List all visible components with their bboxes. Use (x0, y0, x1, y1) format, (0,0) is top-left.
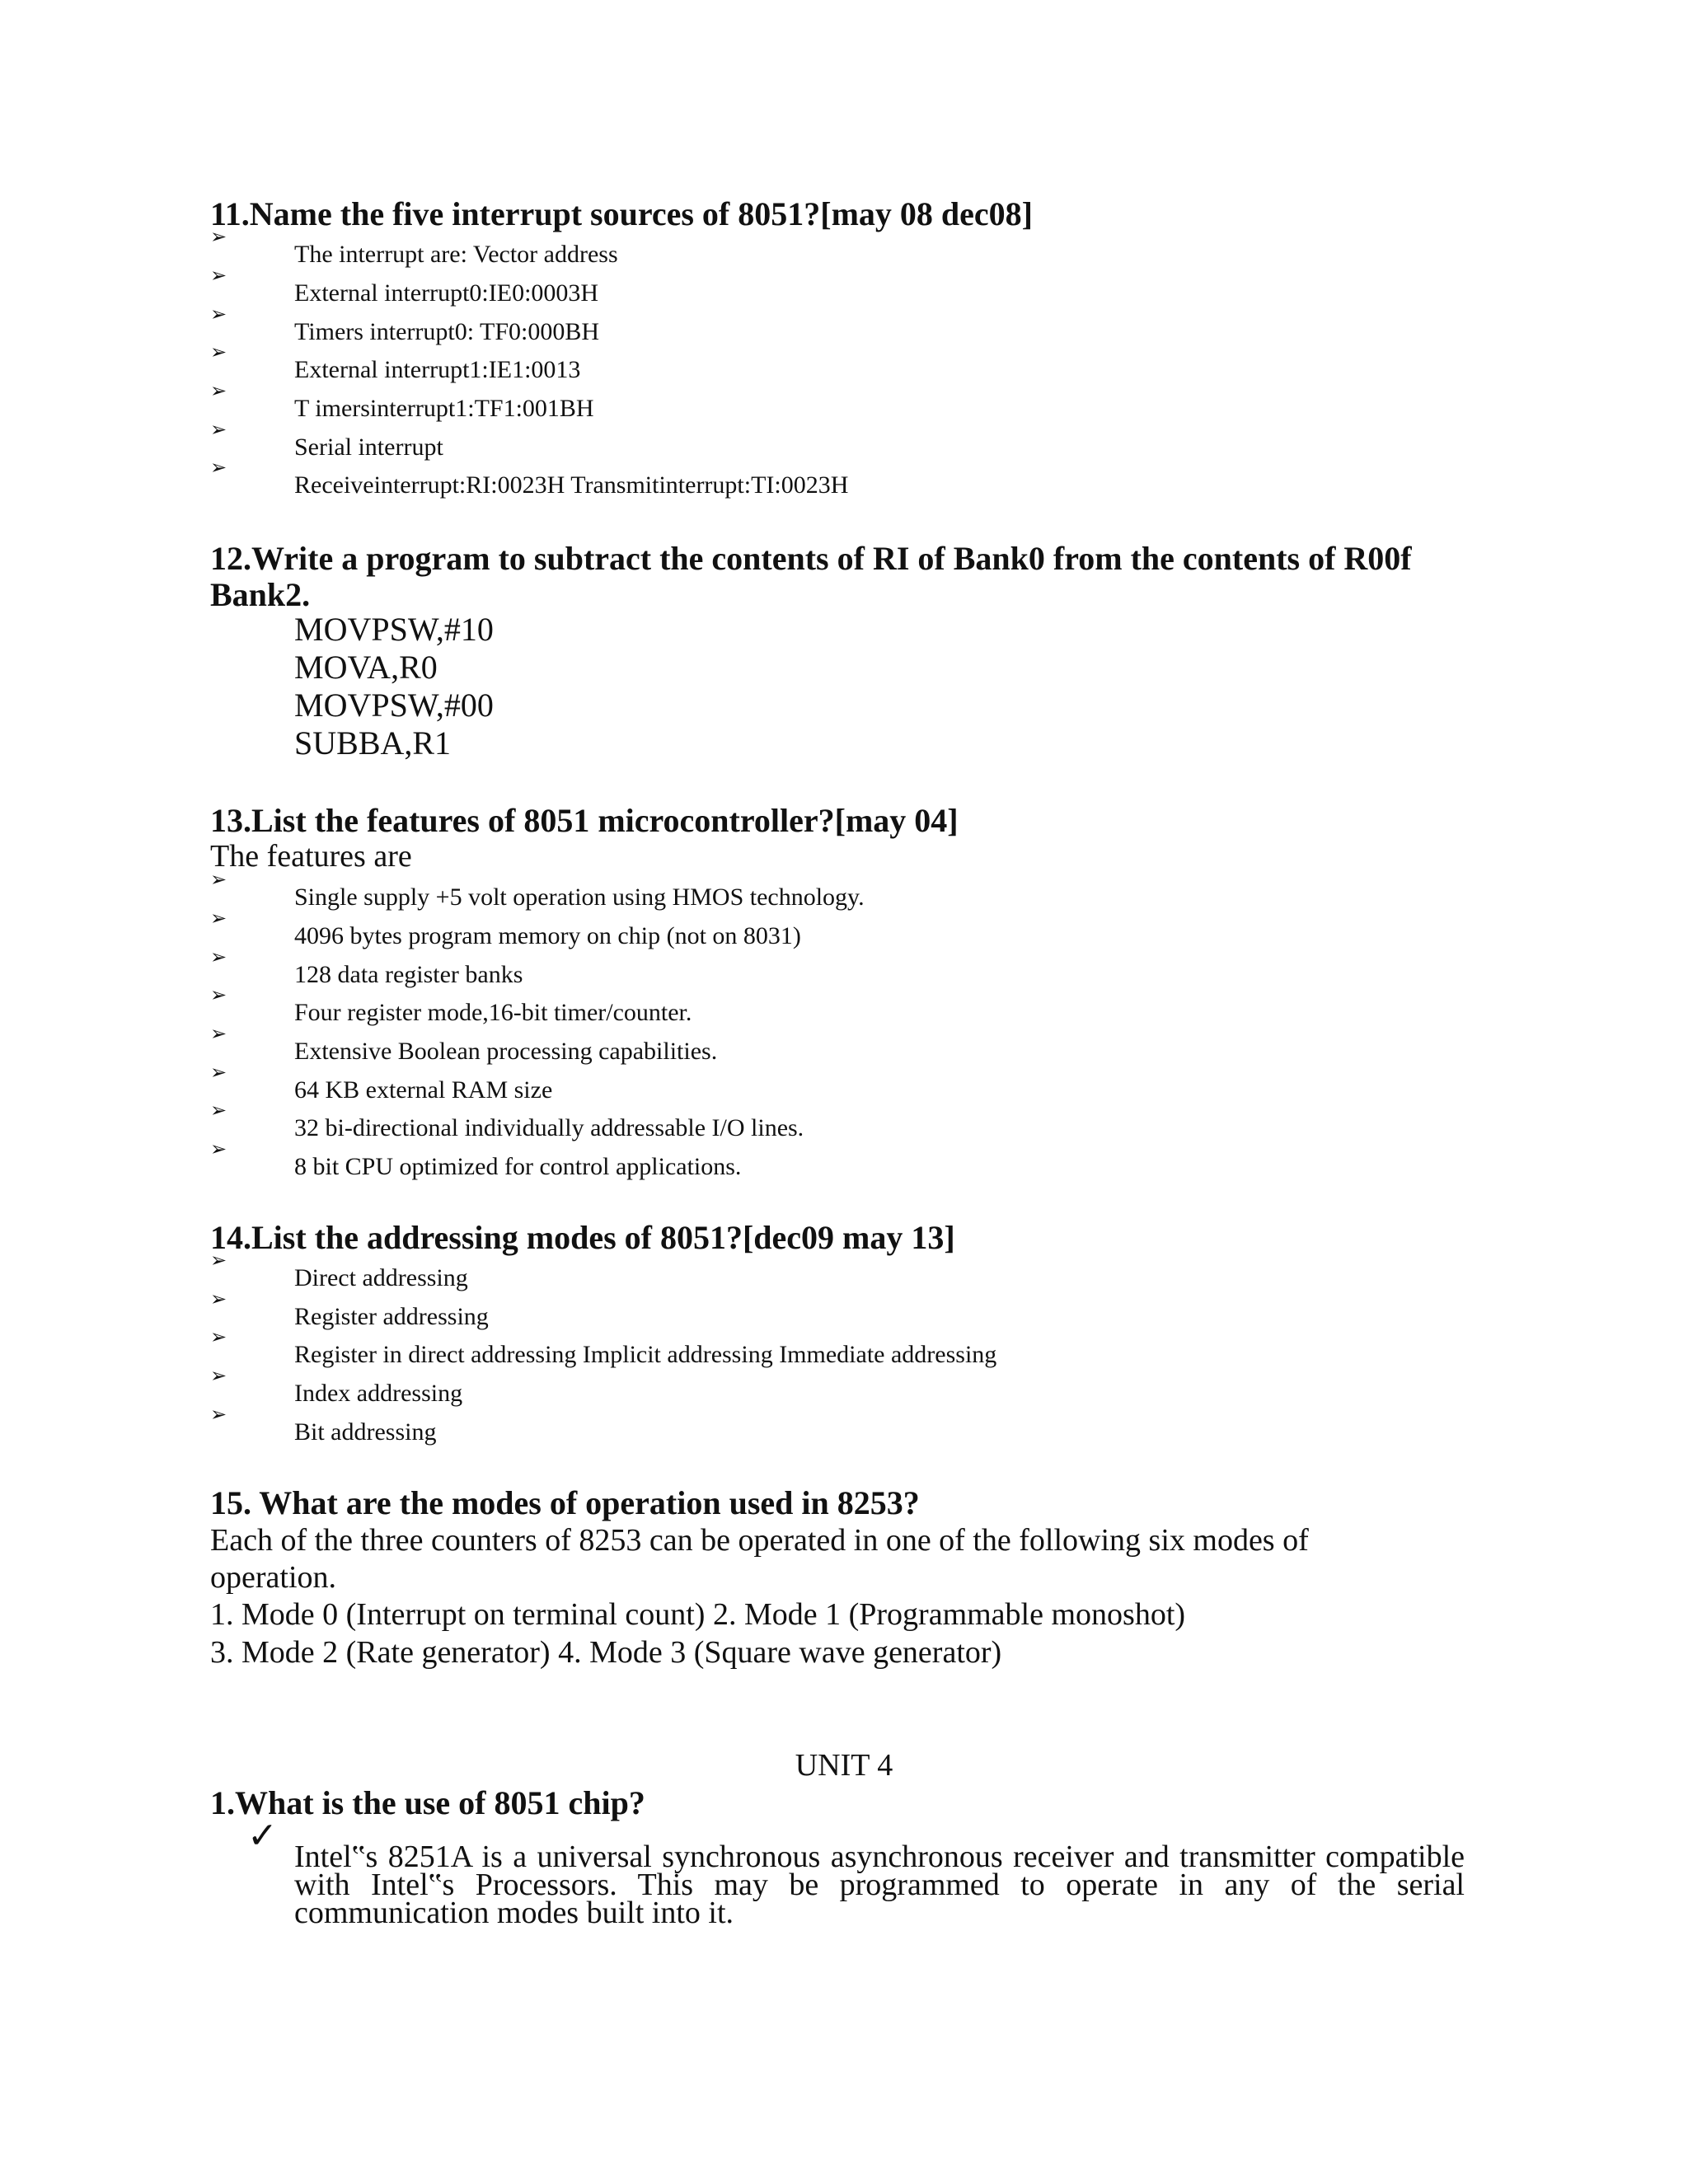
bullet-icon: ➢ (210, 304, 227, 326)
code-line: SUBBA,R1 (294, 724, 452, 762)
code-line: MOVA,R0 (294, 649, 438, 686)
q14-item: Register addressing (294, 1303, 489, 1330)
bullet-icon: ➢ (210, 227, 227, 248)
q11-item: Serial interrupt (294, 434, 443, 461)
q11-item: The interrupt are: Vector address (294, 241, 618, 268)
bullet-icon: ➢ (210, 342, 227, 363)
q14-item: Bit addressing (294, 1418, 437, 1446)
bullet-icon: ➢ (210, 457, 227, 479)
bullet-icon: ➢ (210, 1366, 227, 1387)
q14-item: Direct addressing (294, 1264, 468, 1291)
q11-item: Receiveinterrupt:RI:0023H Transmitinterrupt:TI:0023H (294, 471, 849, 499)
q11-heading: 11.Name the five interrupt sources of 8051?[may 08 dec08] (210, 195, 1033, 232)
bullet-icon: ➢ (210, 947, 227, 968)
q13-item: 32 bi-directional individually addressable I/O lines. (294, 1114, 804, 1141)
unit-title: UNIT 4 (795, 1748, 893, 1783)
bullet-icon: ➢ (210, 908, 227, 930)
u4q1-answer: Intel‟s 8251A is a universal synchronous asynchronous receiver and transmitter compatible with Intel‟s Processors. This may be programmed to operate in any of the serial communication modes built into it. (294, 1840, 1465, 1930)
q11-item: External interrupt1:IE1:0013 (294, 356, 581, 383)
bullet-icon: ➢ (210, 419, 227, 441)
q15-line: operation. (210, 1560, 337, 1595)
bullet-icon: ➢ (210, 1250, 227, 1272)
bullet-icon: ➢ (210, 869, 227, 891)
q13-item: Single supply +5 volt operation using HMOS technology. (294, 883, 865, 911)
q14-item: Register in direct addressing Implicit addressing Immediate addressing (294, 1341, 997, 1368)
bullet-icon: ➢ (210, 1062, 227, 1084)
bullet-icon: ➢ (210, 1100, 227, 1122)
code-line: MOVPSW,#00 (294, 687, 494, 724)
bullet-icon: ➢ (210, 985, 227, 1006)
bullet-icon: ➢ (210, 381, 227, 402)
code-line: MOVPSW,#10 (294, 611, 494, 648)
bullet-icon: ➢ (210, 265, 227, 287)
q13-item: 8 bit CPU optimized for control applications. (294, 1153, 742, 1180)
check-icon: ✓ (247, 1816, 278, 1856)
q13-item: 128 data register banks (294, 961, 523, 988)
q13-heading: 13.List the features of 8051 microcontroller?[may 04] (210, 802, 959, 839)
q13-item: Extensive Boolean processing capabilities. (294, 1038, 718, 1065)
q15-line: 3. Mode 2 (Rate generator) 4. Mode 3 (Square wave generator) (210, 1635, 1002, 1670)
u4q1-heading: 1.What is the use of 8051 chip? (210, 1784, 645, 1821)
q12-heading: 12.Write a program to subtract the contents of RI of Bank0 from the contents of R00f Bank2. (210, 540, 1412, 613)
q11-item: Timers interrupt0: TF0:000BH (294, 318, 600, 345)
bullet-icon: ➢ (210, 1404, 227, 1426)
bullet-icon: ➢ (210, 1024, 227, 1045)
q11-item: T imersinterrupt1:TF1:001BH (294, 395, 594, 422)
q13-item: 4096 bytes program memory on chip (not on 8031) (294, 922, 801, 949)
bullet-icon: ➢ (210, 1289, 227, 1310)
bullet-icon: ➢ (210, 1327, 227, 1348)
q15-heading: 15. What are the modes of operation used in 8253? (210, 1484, 920, 1521)
q15-line: 1. Mode 0 (Interrupt on terminal count) 2. Mode 1 (Programmable monoshot) (210, 1597, 1186, 1632)
q14-heading: 14.List the addressing modes of 8051?[dec09 may 13] (210, 1219, 955, 1256)
q13-item: 64 KB external RAM size (294, 1076, 553, 1104)
q11-item: External interrupt0:IE0:0003H (294, 279, 599, 307)
q13-intro: The features are (210, 839, 412, 874)
bullet-icon: ➢ (210, 1139, 227, 1160)
q13-item: Four register mode,16-bit timer/counter. (294, 999, 692, 1026)
q15-line: Each of the three counters of 8253 can be operated in one of the following six modes of (210, 1523, 1309, 1558)
q14-item: Index addressing (294, 1380, 463, 1407)
